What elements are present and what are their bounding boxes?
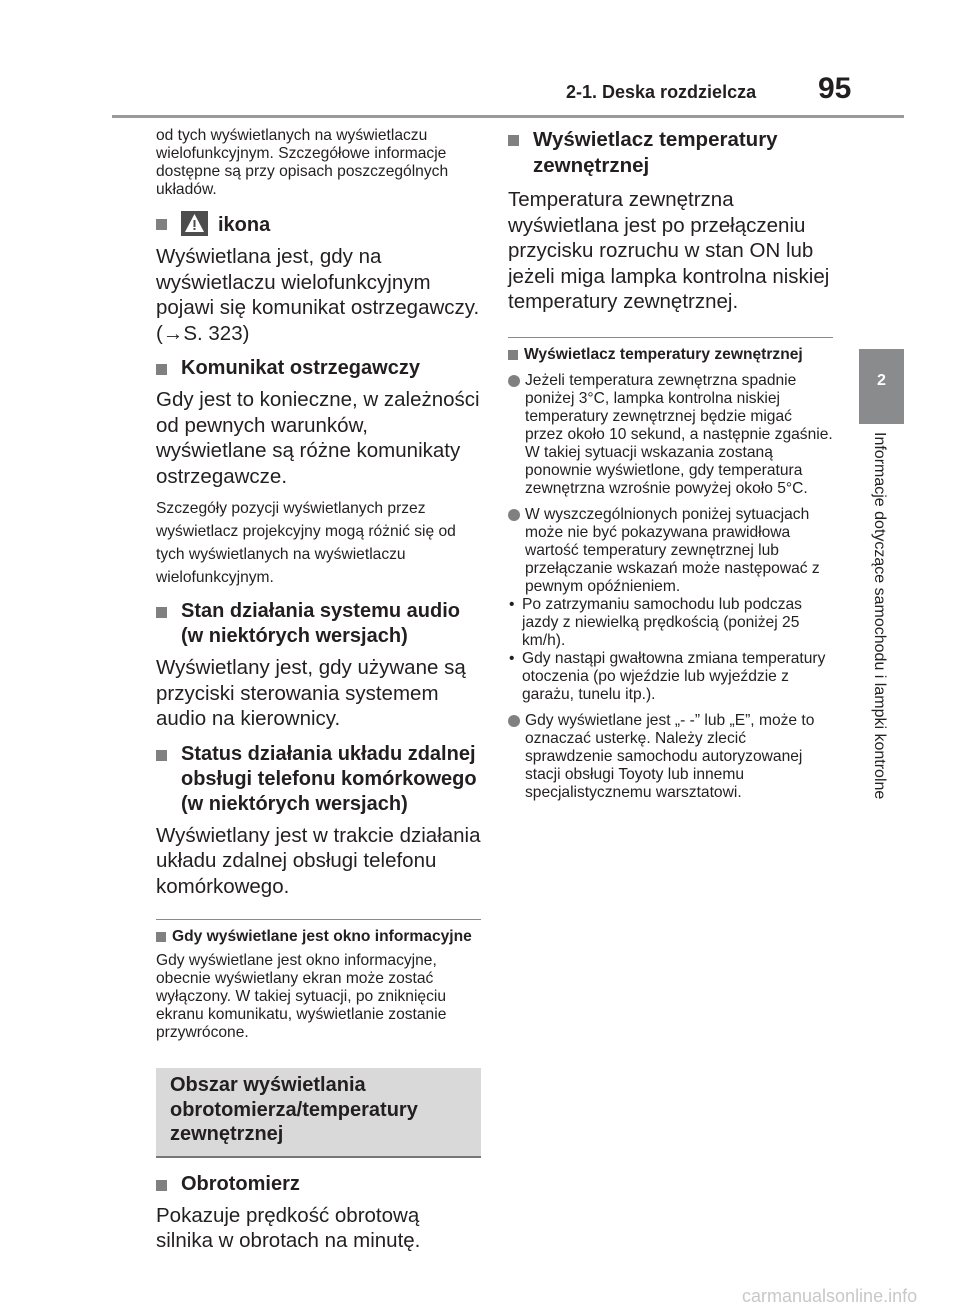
- right-column: [508, 127, 833, 802]
- watermark: carmanualsonline.info: [742, 1286, 918, 1306]
- section-heading-text: Obrotomierz: [181, 1172, 300, 1195]
- note-bullet: [508, 372, 833, 498]
- bullet-square-icon: [156, 219, 167, 230]
- note-divider: [156, 919, 481, 920]
- section-heading: [156, 742, 481, 817]
- note-dash-text: Gdy nastąpi gwałtowna zmiana temperatury otoczenia (po wjeździe lub wyjeździe z garażu, tunelu itp.).: [522, 649, 826, 703]
- section-body: Wyświetlany jest w trakcie działania układu zdalnej obsługi telefonu komórkowego.: [156, 823, 481, 898]
- bullet-dot-icon: [508, 715, 520, 727]
- note-bullet: [508, 506, 833, 596]
- section-box: Obszar wyświetlania obrotomierza/temperatury zewnętrznej: [156, 1068, 481, 1158]
- warning-icon: [181, 211, 208, 236]
- bullet-dot-icon: [508, 375, 520, 387]
- header-divider: [112, 115, 904, 118]
- bullet-square-icon: [156, 1180, 167, 1191]
- section-heading-text: Stan działania systemu audio (w niektórych wersjach): [181, 600, 460, 647]
- section-body: Pokazuje prędkość obrotową silnika w obrotach na minutę.: [156, 1203, 421, 1252]
- section-heading: [156, 211, 481, 238]
- section-body: Wyświetlana jest, gdy na wyświetlaczu wielofunkcyjnym pojawi się komunikat ostrzegawczy. (→S. 323): [156, 245, 480, 345]
- section-heading: [156, 356, 481, 381]
- section-heading: [156, 1172, 481, 1197]
- note-divider: [508, 337, 833, 338]
- section-note: Szczegóły pozycji wyświetlanych przez wyświetlacz projekcyjny mogą różnić się od tych wyświetlanych na wyświetlaczu wielofunkcyjnym.: [156, 500, 456, 586]
- bullet-square-icon: [508, 135, 519, 146]
- chapter-tab-number: 2: [877, 372, 886, 389]
- section-header: 2-1. Deska rozdzielcza: [566, 82, 757, 102]
- note-heading-text: Gdy wyświetlane jest okno informacyjne: [172, 928, 472, 945]
- chapter-tab-title: Informacje dotyczące samochodu i lampki kontrolne: [871, 432, 888, 800]
- note-bullet-text: Jeżeli temperatura zewnętrzna spadnie poniżej 3°C, lampka kontrolna niskiej temperatury zewnętrznej będzie migać przez około 10 sekund, a następnie zgaśnie. W takiej sytuacji wskazania zostaną ponownie wyświetlone, gdy temperatura zewnętrzna wzrośnie powyżej około 5°C.: [525, 371, 833, 497]
- page-number: 95: [818, 72, 852, 105]
- note-body: Gdy wyświetlane jest okno informacyjne, obecnie wyświetlany ekran może zostać wyłączony. W takiej sytuacji, po zniknięciu ekranu komunikatu, wyświetlanie zostanie przywrócone.: [156, 952, 447, 1041]
- bullet-dot-icon: [508, 509, 520, 521]
- bullet-square-icon: [156, 607, 167, 618]
- section-body: Gdy jest to konieczne, w zależności od pewnych warunków, wyświetlane są różne komunikaty ostrzegawcze.: [156, 388, 480, 488]
- note-dash-text: Po zatrzymaniu samochodu lub podczas jazdy z niewielką prędkością (poniżej 25 km/h).: [522, 595, 802, 649]
- left-column: [156, 127, 481, 1254]
- section-heading: [508, 127, 833, 179]
- note-bullet-text: W wyszczególnionych poniżej sytuacjach może nie być pokazywana prawidłowa wartość temperatury zewnętrznej lub przełączanie wskazań może następować z pewnym opóźnieniem.: [525, 505, 820, 595]
- note-bullet: [508, 712, 833, 802]
- bullet-square-icon: [156, 932, 166, 942]
- intro-text: od tych wyświetlanych na wyświetlaczu wielofunkcyjnym. Szczegółowe informacje dostępne są przy opisach poszczególnych układów.: [156, 127, 449, 198]
- note-dash-item: [508, 650, 833, 704]
- section-heading-text: ikona: [218, 214, 271, 236]
- dash-marker: •: [509, 595, 515, 613]
- dash-marker: •: [509, 649, 515, 667]
- section-heading-text: Status działania układu zdalnej obsługi telefonu komórkowego (w niektórych wersjach): [181, 742, 477, 815]
- section-body: Wyświetlany jest, gdy używane są przyciski sterowania systemem audio na kierownicy.: [156, 656, 466, 730]
- section-heading-text: Komunikat ostrzegawczy: [181, 357, 420, 379]
- bullet-square-icon: [156, 364, 167, 375]
- section-heading: [156, 599, 481, 649]
- bullet-square-icon: [508, 350, 518, 360]
- bullet-square-icon: [156, 750, 167, 761]
- note-dash-item: [508, 596, 833, 650]
- note-heading: [156, 928, 481, 946]
- note-heading: [508, 346, 833, 364]
- section-body: Temperatura zewnętrzna wyświetlana jest po przełączeniu przycisku rozruchu w stan ON lub jeżeli miga lampka kontrolna niskiej temperatury zewnętrznej.: [508, 188, 830, 313]
- note-bullet-text: Gdy wyświetlane jest „- -” lub „E”, może to oznaczać usterkę. Należy zlecić sprawdzenie samochodu autoryzowanej stacji obsługi Toyoty lub innemu specjalistycznemu warsztatowi.: [525, 711, 815, 801]
- section-heading-text: Wyświetlacz temperatury zewnętrznej: [533, 128, 778, 177]
- note-heading-text: Wyświetlacz temperatury zewnętrznej: [524, 345, 803, 363]
